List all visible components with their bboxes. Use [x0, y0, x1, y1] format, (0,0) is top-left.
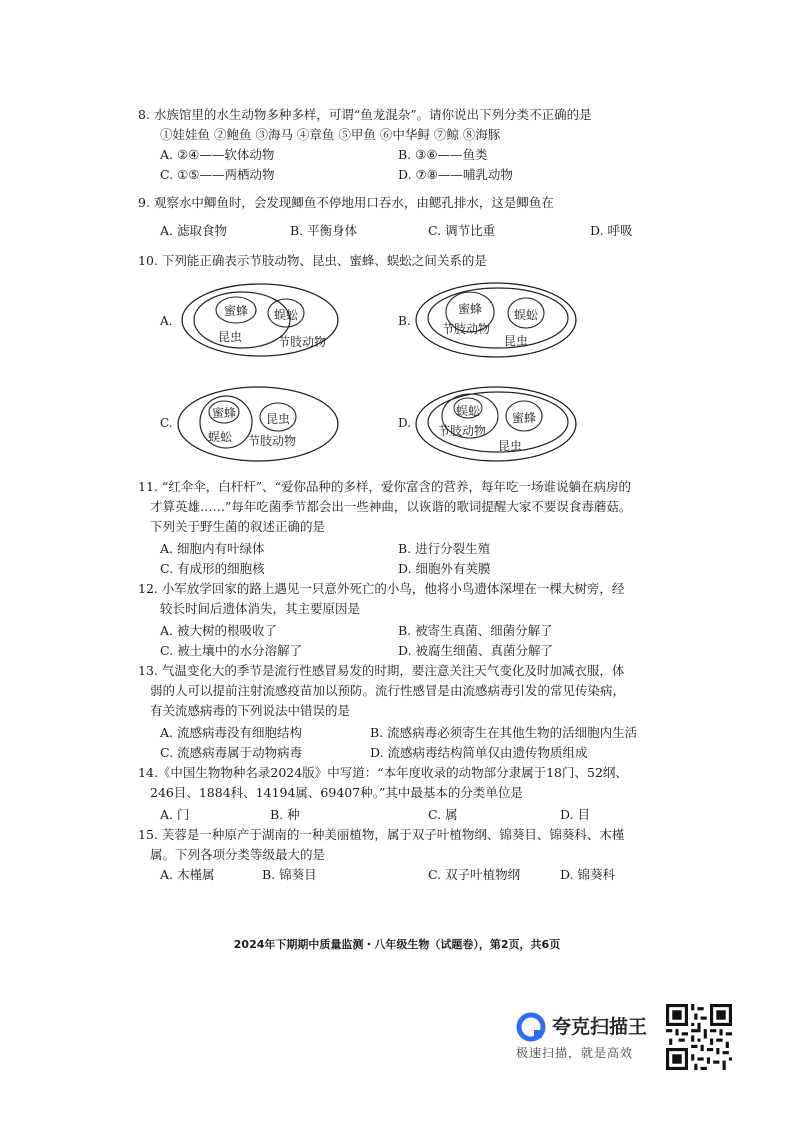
q10-stem: 10. 下列能正确表示节肢动物、昆虫、蜜蜂、蜈蚣之间关系的是: [138, 253, 487, 268]
q10-c-mid: 蜈蚣: [208, 430, 233, 444]
q14-option-a: A. 门: [160, 807, 190, 822]
q15-line2: 属。下列各项分类等级最大的是: [150, 847, 326, 862]
nested-circle-diagram: [160, 384, 345, 464]
q11-option-d: D. 细胞外有荚膜: [398, 561, 491, 576]
q13-option-b: B. 流感病毒必须寄生在其他生物的活细胞内生活: [370, 725, 638, 740]
q11-option-a: A. 细胞内有叶绿体: [160, 541, 265, 556]
q12-option-c: C. 被土壤中的水分溶解了: [160, 643, 303, 658]
q15-option-d: D. 锦葵科: [560, 867, 616, 882]
q13-line1: 13. 气温变化大的季节是流行性感冒易发的时期，要注意关注天气变化及时加减衣服，体: [138, 663, 625, 678]
q11-option-b: B. 进行分裂生殖: [398, 541, 491, 556]
q10-a-mid: 昆虫: [218, 330, 243, 344]
q14-option-d: D. 目: [560, 807, 591, 822]
nested-circle-diagram: [398, 384, 583, 464]
q14-line2: 246目、1884科、14194属、69407种。”其中最基本的分类单位是: [150, 785, 523, 800]
brand-tagline: 极速扫描，就是高效: [516, 1046, 634, 1060]
q15-option-c: C. 双子叶植物纲: [428, 867, 521, 882]
q10-diagram-a: [160, 280, 345, 360]
q12-option-d: D. 被腐生细菌、真菌分解了: [398, 643, 554, 658]
q13-line3: 有关流感病毒的下列说法中错误的是: [150, 703, 351, 718]
q13-option-a: A. 流感病毒没有细胞结构: [160, 725, 302, 740]
q8-option-d: D. ⑦⑧——哺乳动物: [398, 167, 513, 182]
q10-a-letter: A.: [160, 314, 173, 328]
q10-c-outer: 节肢动物: [248, 434, 297, 448]
q15-option-a: A. 木槿属: [160, 867, 215, 882]
q15-option-b: B. 锦葵目: [262, 867, 317, 882]
q11-line3: 下列关于野生菌的叙述正确的是: [150, 519, 326, 534]
q10-b-mid: 节肢动物: [442, 322, 491, 336]
qr-code-icon: [666, 1004, 732, 1070]
q10-a-inner2: 蜈蚣: [274, 308, 299, 322]
quark-logo-icon: [516, 1012, 546, 1042]
q10-diagram-c: [160, 384, 345, 464]
q10-b-letter: B.: [398, 314, 411, 328]
q8-option-b: B. ③⑥——鱼类: [398, 147, 488, 162]
q15-line1: 15. 芙蓉是一种原产于湖南的一种美丽植物，属于双子叶植物纲、锦葵目、锦葵科、木槿: [138, 827, 625, 842]
q8-items: ①娃娃鱼 ②鲍鱼 ③海马 ④章鱼 ⑤甲鱼 ⑥中华鲟 ⑦鲸 ⑧海豚: [160, 127, 501, 142]
nested-circle-diagram: [398, 280, 583, 360]
q10-b-inner1: 蜜蜂: [458, 302, 483, 316]
q12-line2: 较长时间后遗体消失，其主要原因是: [160, 601, 361, 616]
q10-c-inner2: 昆虫: [266, 412, 291, 426]
q9-option-d: D. 呼吸: [590, 223, 633, 238]
q10-b-outer: 昆虫: [504, 334, 529, 348]
brand-name: 夸克扫描王: [552, 1016, 648, 1038]
q10-a-outer: 节肢动物: [278, 335, 327, 349]
q9-option-c: C. 调节比重: [428, 223, 496, 238]
q10-diagram-d: [398, 384, 583, 464]
q10-c-letter: C.: [160, 416, 173, 430]
q13-line2: 弱的人可以提前注射流感疫苗加以预防。流行性感冒是由流感病毒引发的常见传染病，: [150, 683, 626, 698]
q13-option-c: C. 流感病毒属于动物病毒: [160, 745, 303, 760]
q8-option-a: A. ②④——软体动物: [160, 147, 275, 162]
q9-option-b: B. 平衡身体: [290, 223, 358, 238]
q13-option-d: D. 流感病毒结构简单仅由遗传物质组成: [370, 745, 588, 760]
q10-a-inner1: 蜜蜂: [224, 304, 249, 318]
q10-d-inner1: 蜈蚣: [456, 404, 481, 418]
q14-option-b: B. 种: [270, 807, 300, 822]
q9-stem: 9. 观察水中鲫鱼时，会发现鲫鱼不停地用口吞水，由鳃孔排水，这是鲫鱼在: [138, 195, 554, 210]
q12-line1: 12. 小军放学回家的路上遇见一只意外死亡的小鸟，他将小鸟遗体深埋在一棵大树旁，经: [138, 581, 625, 596]
q14-line1: 14.《中国生物物种名录2024版》中写道：“本年度收录的动物部分隶属于18门、52纲、: [138, 765, 628, 780]
q11-line2: 才算英雄……”每年吃菌季节都会出一些神曲，以诙谐的歌词提醒大家不要误食毒蘑菇。: [150, 499, 632, 514]
q10-diagram-b: [398, 280, 583, 360]
q10-d-letter: D.: [398, 416, 412, 430]
q12-option-a: A. 被大树的根吸收了: [160, 623, 277, 638]
q9-option-a: A. 滤取食物: [160, 223, 227, 238]
q12-option-b: B. 被寄生真菌、细菌分解了: [398, 623, 553, 638]
q11-option-c: C. 有成形的细胞核: [160, 561, 265, 576]
q8-stem: 8. 水族馆里的水生动物多种多样，可谓“鱼龙混杂”。请你说出下列分类不正确的是: [138, 107, 592, 122]
q10-b-inner2: 蜈蚣: [514, 308, 539, 322]
q11-line1: 11. “红伞伞，白杆杆”、“爱你品种的多样，爱你富含的营养，每年吃一场谁说躺在病房的: [138, 479, 632, 494]
q10-d-mid: 节肢动物: [438, 424, 487, 438]
page-footer: 2024年下期期中质量监测・八年级生物（试题卷），第2页，共6页: [233, 938, 561, 951]
q14-option-c: C. 属: [428, 807, 458, 822]
q10-d-inner2: 蜜蜂: [512, 411, 537, 425]
q10-c-inner1: 蜜蜂: [212, 406, 237, 420]
q8-option-c: C. ①⑤——两栖动物: [160, 167, 275, 182]
q10-d-outer: 昆虫: [498, 439, 523, 453]
